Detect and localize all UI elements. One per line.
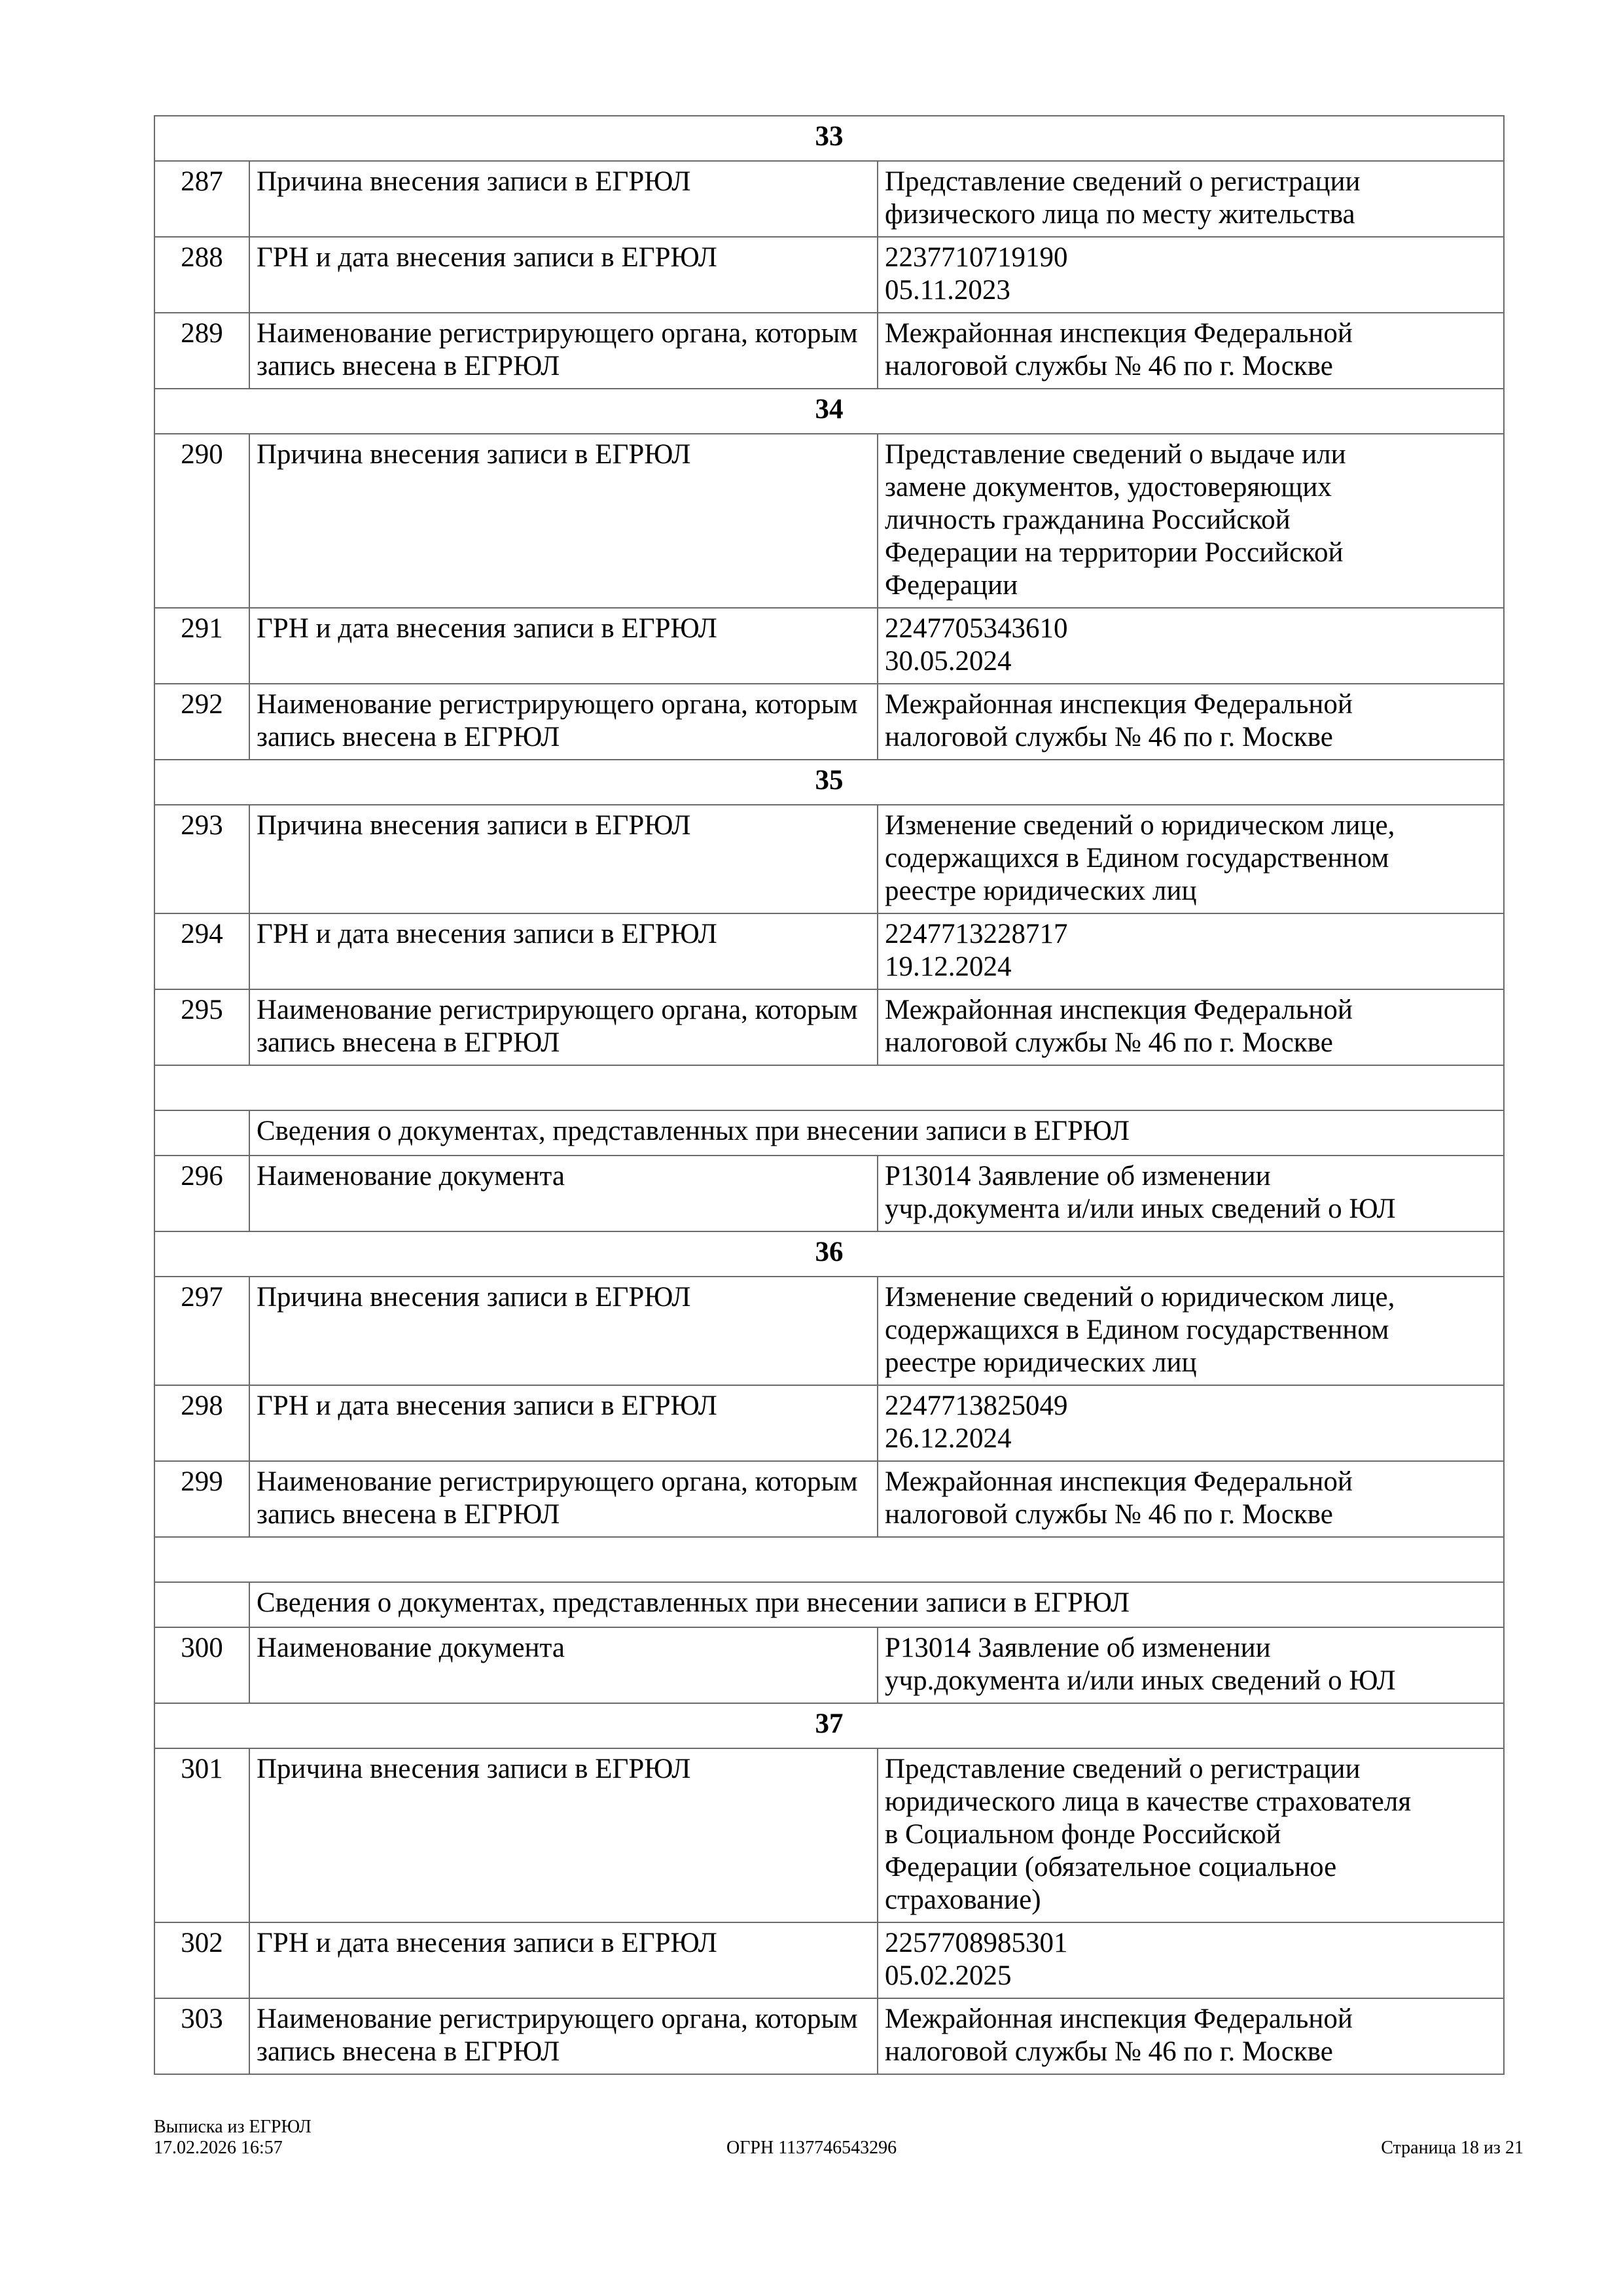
documents-header-row — [154, 1582, 1504, 1627]
record-value-line: 2247713825049 — [885, 1390, 1068, 1421]
record-value — [878, 1998, 1504, 2074]
record-value-line: 19.12.2024 — [885, 951, 1012, 982]
table-row — [154, 805, 1504, 913]
record-value-line: юридического лица в качестве страхователя — [885, 1786, 1412, 1817]
record-value — [878, 434, 1504, 608]
record-value-line: Представление сведений о выдаче или — [885, 439, 1346, 470]
spacer-row — [154, 1537, 1504, 1582]
record-value-line: Представление сведений о регистрации — [885, 166, 1361, 197]
records-body — [154, 116, 1504, 2074]
record-value — [878, 313, 1504, 389]
table-row — [154, 1922, 1504, 1998]
documents-header: Сведения о документах, представленных при внесении записи в ЕГРЮЛ — [249, 1582, 1504, 1627]
record-value — [878, 1461, 1504, 1537]
record-value-line: реестре юридических лиц — [885, 1347, 1197, 1378]
record-label: Наименование регистрирующего органа, которым запись внесена в ЕГРЮЛ — [249, 313, 878, 389]
spacer-cell — [154, 1537, 1504, 1582]
record-label: Наименование регистрирующего органа, которым запись внесена в ЕГРЮЛ — [249, 1461, 878, 1537]
record-label: Наименование регистрирующего органа, которым запись внесена в ЕГРЮЛ — [249, 684, 878, 760]
record-value-line: 30.05.2024 — [885, 646, 1012, 677]
record-value — [878, 684, 1504, 760]
record-label: Причина внесения записи в ЕГРЮЛ — [249, 161, 878, 237]
record-value-line: 26.12.2024 — [885, 1423, 1012, 1454]
record-number: 297 — [154, 1277, 249, 1385]
record-value-line: Федерации — [885, 570, 1018, 601]
footer-page-number: Страница 18 из 21 — [1381, 2138, 1524, 2158]
record-label: Причина внесения записи в ЕГРЮЛ — [249, 1277, 878, 1385]
record-value-line: Межрайонная инспекция Федеральной — [885, 995, 1353, 1025]
record-number: 300 — [154, 1627, 249, 1703]
record-number: 294 — [154, 913, 249, 989]
record-value-line: 2257708985301 — [885, 1928, 1068, 1958]
record-value-line: реестре юридических лиц — [885, 875, 1197, 906]
section-header-row — [154, 116, 1504, 161]
spacer-row — [154, 1065, 1504, 1110]
record-value-line: содержащихся в Едином государственном — [885, 843, 1389, 874]
footer-ogrn: ОГРН 1137746543296 — [726, 2138, 897, 2158]
record-value — [878, 608, 1504, 684]
record-value — [878, 805, 1504, 913]
record-value — [878, 913, 1504, 989]
record-label: ГРН и дата внесения записи в ЕГРЮЛ — [249, 1922, 878, 1998]
record-label: Наименование документа — [249, 1156, 878, 1231]
record-value-line: Межрайонная инспекция Федеральной — [885, 2004, 1353, 2034]
record-value-line: в Социальном фонде Российской — [885, 1819, 1281, 1850]
table-row — [154, 237, 1504, 313]
record-value — [878, 989, 1504, 1065]
record-value-line: учр.документа и/или иных сведений о ЮЛ — [885, 1193, 1396, 1224]
documents-header-empty — [154, 1582, 249, 1627]
record-value-line: Федерации (обязательное социальное — [885, 1852, 1337, 1882]
record-value-line: Межрайонная инспекция Федеральной — [885, 1466, 1353, 1497]
record-label: Причина внесения записи в ЕГРЮЛ — [249, 1748, 878, 1922]
record-number: 303 — [154, 1998, 249, 2074]
record-value-line: Изменение сведений о юридическом лице, — [885, 1282, 1395, 1313]
record-value-line: налоговой службы № 46 по г. Москве — [885, 1027, 1333, 1058]
record-value-line: 2247713228717 — [885, 919, 1068, 949]
record-value — [878, 1748, 1504, 1922]
record-label: ГРН и дата внесения записи в ЕГРЮЛ — [249, 1385, 878, 1461]
section-number: 33 — [154, 116, 1504, 161]
record-number: 302 — [154, 1922, 249, 1998]
table-row — [154, 684, 1504, 760]
record-value — [878, 1922, 1504, 1998]
record-value — [878, 1277, 1504, 1385]
record-value-line: налоговой службы № 46 по г. Москве — [885, 2036, 1333, 2067]
record-value-line: 2237710719190 — [885, 242, 1068, 273]
documents-header-row — [154, 1110, 1504, 1156]
footer-left — [154, 2117, 312, 2159]
record-number: 299 — [154, 1461, 249, 1537]
record-number: 295 — [154, 989, 249, 1065]
record-value-line: налоговой службы № 46 по г. Москве — [885, 722, 1333, 752]
record-value-line: личность гражданина Российской — [885, 504, 1291, 535]
table-row — [154, 434, 1504, 608]
record-number: 291 — [154, 608, 249, 684]
record-value — [878, 1156, 1504, 1231]
table-row — [154, 913, 1504, 989]
record-value — [878, 161, 1504, 237]
table-row — [154, 608, 1504, 684]
record-value-line: замене документов, удостоверяющих — [885, 472, 1332, 503]
record-number: 296 — [154, 1156, 249, 1231]
documents-header: Сведения о документах, представленных при внесении записи в ЕГРЮЛ — [249, 1110, 1504, 1156]
record-value-line: Представление сведений о регистрации — [885, 1754, 1361, 1784]
record-value-line: 05.02.2025 — [885, 1960, 1012, 1991]
table-row — [154, 1627, 1504, 1703]
record-label: ГРН и дата внесения записи в ЕГРЮЛ — [249, 237, 878, 313]
section-header-row — [154, 389, 1504, 434]
footer-doc-title: Выписка из ЕГРЮЛ — [154, 2117, 312, 2137]
record-number: 287 — [154, 161, 249, 237]
section-number: 36 — [154, 1231, 1504, 1277]
record-value-line: учр.документа и/или иных сведений о ЮЛ — [885, 1665, 1396, 1696]
record-number: 288 — [154, 237, 249, 313]
record-number: 301 — [154, 1748, 249, 1922]
record-value-line: 05.11.2023 — [885, 275, 1010, 306]
section-number: 37 — [154, 1703, 1504, 1748]
record-number: 290 — [154, 434, 249, 608]
section-header-row — [154, 1231, 1504, 1277]
record-number: 289 — [154, 313, 249, 389]
table-row — [154, 1385, 1504, 1461]
record-value-line: налоговой службы № 46 по г. Москве — [885, 1499, 1333, 1530]
record-label: ГРН и дата внесения записи в ЕГРЮЛ — [249, 608, 878, 684]
record-label: Наименование регистрирующего органа, которым запись внесена в ЕГРЮЛ — [249, 989, 878, 1065]
record-value-line: Р13014 Заявление об изменении — [885, 1633, 1271, 1663]
table-row — [154, 161, 1504, 237]
record-value — [878, 1385, 1504, 1461]
record-number: 292 — [154, 684, 249, 760]
record-label: Причина внесения записи в ЕГРЮЛ — [249, 434, 878, 608]
record-value-line: Федерации на территории Российской — [885, 537, 1344, 568]
table-row — [154, 1748, 1504, 1922]
table-row — [154, 989, 1504, 1065]
record-value-line: страхование) — [885, 1884, 1041, 1915]
record-label: ГРН и дата внесения записи в ЕГРЮЛ — [249, 913, 878, 989]
table-row — [154, 1277, 1504, 1385]
record-value — [878, 237, 1504, 313]
section-number: 35 — [154, 760, 1504, 805]
record-value-line: Межрайонная инспекция Федеральной — [885, 318, 1353, 349]
section-header-row — [154, 760, 1504, 805]
record-number: 293 — [154, 805, 249, 913]
footer-datetime: 17.02.2026 16:57 — [154, 2138, 283, 2158]
record-label: Наименование регистрирующего органа, которым запись внесена в ЕГРЮЛ — [249, 1998, 878, 2074]
table-row — [154, 1156, 1504, 1231]
egrul-records-table — [154, 115, 1505, 2075]
record-number: 298 — [154, 1385, 249, 1461]
record-value — [878, 1627, 1504, 1703]
record-label: Причина внесения записи в ЕГРЮЛ — [249, 805, 878, 913]
record-value-line: Р13014 Заявление об изменении — [885, 1161, 1271, 1192]
documents-header-empty — [154, 1110, 249, 1156]
table-row — [154, 1998, 1504, 2074]
table-row — [154, 313, 1504, 389]
table-row — [154, 1461, 1504, 1537]
section-number: 34 — [154, 389, 1504, 434]
record-value-line: Изменение сведений о юридическом лице, — [885, 810, 1395, 841]
record-value-line: Межрайонная инспекция Федеральной — [885, 689, 1353, 720]
record-value-line: 2247705343610 — [885, 613, 1068, 644]
record-value-line: физического лица по месту жительства — [885, 199, 1355, 230]
record-label: Наименование документа — [249, 1627, 878, 1703]
record-value-line: налоговой службы № 46 по г. Москве — [885, 351, 1333, 381]
spacer-cell — [154, 1065, 1504, 1110]
record-value-line: содержащихся в Едином государственном — [885, 1315, 1389, 1345]
section-header-row — [154, 1703, 1504, 1748]
